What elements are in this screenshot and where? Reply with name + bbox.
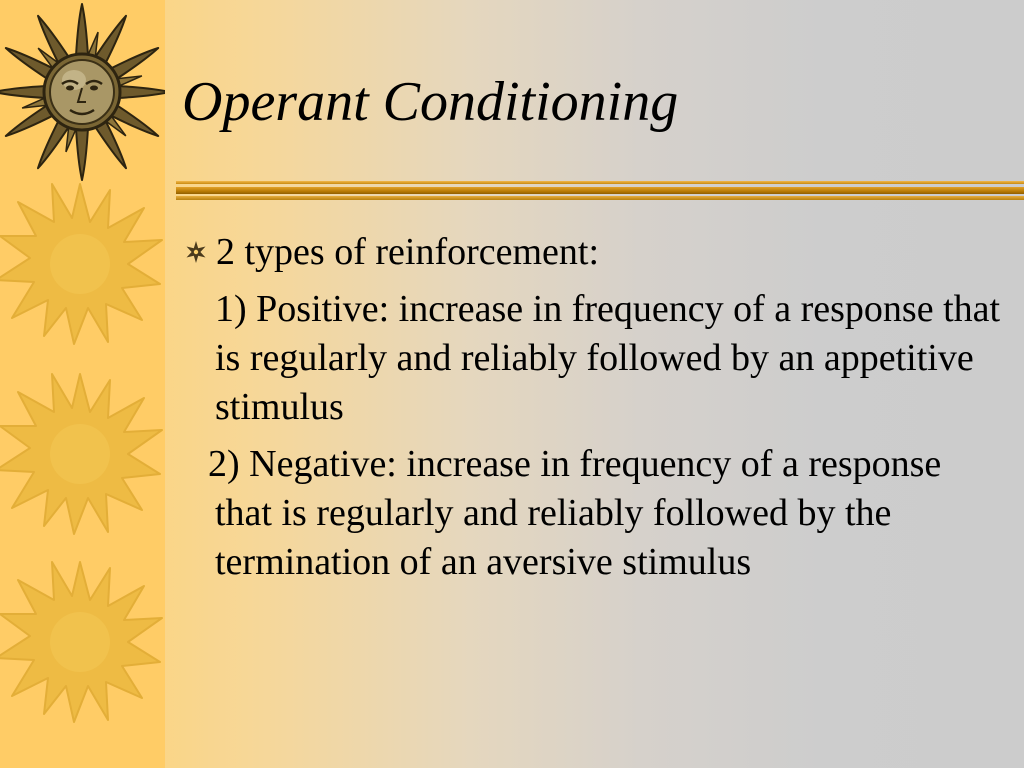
sub-item-positive: 1) Positive: increase in frequency of a response that is regularly and reliably followed by an appetitive stimulus — [215, 288, 1001, 428]
title-rule — [176, 181, 1024, 205]
title-rule-line — [176, 187, 1024, 194]
title-rule-line — [176, 196, 1024, 200]
sun-medallion-icon — [0, 0, 165, 190]
bullet-text: 2 types of reinforcement: — [216, 231, 600, 273]
slide-title: Operant Conditioning — [182, 71, 679, 133]
star-bullet-icon — [184, 240, 208, 264]
bullet-item — [184, 228, 1014, 277]
slide-body — [184, 228, 1014, 595]
sub-item-negative: 2) Negative: increase in frequency of a response that is regularly and reliably followed by the termination of an aversive stimulus — [208, 443, 942, 583]
title-rule-line — [176, 181, 1024, 184]
